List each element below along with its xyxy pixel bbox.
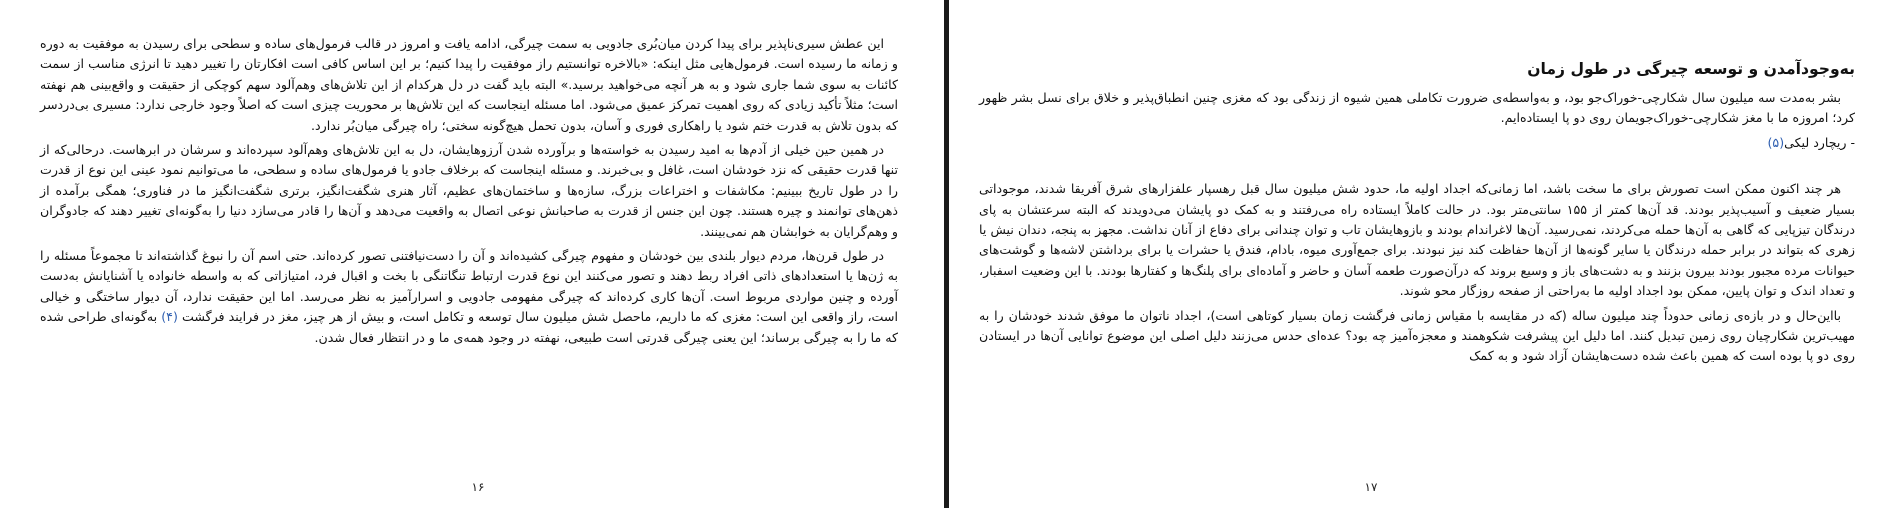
epigraph: بشر به‌مدت سه میلیون سال شکارچی-خوراک‌جو بود، و به‌واسطه‌ی ضرورت تکاملی همین شیوه از زندگی بود که مغزی چنین انطباق‌پذیر و خلاق برای نسل بشر ظهور کرد؛ امروزه ما با مغز شکارچی-خوراک‌جویمان روی دو پا ایستاده‌ایم.	[979, 90, 1855, 126]
reference-link[interactable]: (۴)	[161, 309, 178, 325]
left-page	[0, 0, 944, 508]
reference-link[interactable]: (۵)	[1767, 134, 1785, 150]
paragraph-text: در طول قرن‌ها، مردم دیوار بلندی بین خودشان و مفهوم چیرگی کشیده‌اند و آن را دست‌نیافتنی تصور کرده‌اند. حتی اسم آن را نبوغ گذاشته‌اند تا مجموعاً مسئله را به ژن‌ها یا استعدادهای ذاتی افراد ربط دهند و تصور می‌کنند این نوع قدرت ارتباط تنگاتنگی با بخت و اقبال فرد، امتیازاتی که به واسطه خانواده یا آشنایانش به‌دست آورده و چنین مواردی مربوط است. آن‌ها کاری کرده‌اند که چیرگی مفهومی جادویی و اسرارآمیز به نظر می‌رسد. اما این حقیقت ندارد، آن دیوار ساختگی و خیالی است، راز واقعی این است: مغزی که ما داریم، ماحصل شش میلیون سال توسعه و تکامل است، و بیش از هر چیز، مغز در فرایند فرگشت	[40, 248, 898, 325]
chapter-title: به‌وجودآمدن و توسعه چیرگی در طول زمان	[1527, 60, 1855, 78]
paragraph: این عطش سیری‌ناپذیر برای پیدا کردن میان‌بُری جادویی به سمت چیرگی، ادامه یافت و امروز در قالب فرمول‌های ساده و سطحی برای رسیدن به موفقیت به دوره و زمانه ما رسیده است. فرمول‌هایی مثل اینکه: «بالاخره توانستیم راز موفقیت را پیدا کنیم؛ بر این اساس کافی است افکارتان را تغییر دهید تا انرژی مناسب از سمت کائنات به سوی شما جاری شود و به هر آنچه می‌خواهید برسید.» البته باید گفت در دل هرکدام از این تلاش‌های وهم‌آلود سهم کوچکی از حقیقت و واقع‌بینی هم نهفته است؛ مثلاً تأکید زیادی که روی اهمیت تمرکز عمیق می‌شود. اما مسئله اینجاست که این تلاش‌ها بر محوریت چیزی است که اصلاً وجود خارجی ندارد: مسیری بی‌دردسر که بدون تلاش به قدرت ختم شود یا راهکاری فوری و آسان، بدون تحمل هیچ‌گونه سختی؛ راه چیرگی میان‌بُر ندارد.	[40, 36, 898, 133]
right-page	[949, 0, 1891, 508]
epigraph-attribution	[979, 133, 1855, 153]
paragraph: هر چند اکنون ممکن است تصورش برای ما سخت باشد، اما زمانی‌که اجداد اولیه ما، حدود شش میلیون سال قبل رهسپار علفزارهای شرق آفریقا شدند، موجوداتی بسیار ضعیف و آسیب‌پذیر بودند. قد آن‌ها کمتر از ۱۵۵ سانتی‌متر بود. در حالت کاملاً ایستاده راه می‌رفتند و به کمک دو پایشان می‌دویدند که البته سرعتشان به پای درندگان تیزپایی که گاهی به آن‌ها حمله می‌کردند، نمی‌رسید. آن‌ها لاغراندام بودند و بازوهایشان تاب و توان چندانی برای دفاع از آنان نداشت. مجهز به پنجه، دندان نیش یا زهری که بتواند در برابر حمله درندگان یا سایر گونه‌ها از آن‌ها حفاظت کند نیز نبودند. برای جمع‌آوری میوه، بادام، فندق یا حشرات یا برای برداشتن لاشه‌ها و گوشت‌های حیوانات مرده مجبور بودند بیرون بزنند و به دشت‌های باز و وسیع بروند که درآن‌صورت طعمه آسان و حاضر و آماده‌ای برای پلنگ‌ها و کفتارها بودند. با این وضعیت اسفبار، و تعداد اندک و توان پایین، ممکن بود اجداد اولیه ما به‌راحتی از صفحه روزگار محو شوند.	[979, 181, 1855, 299]
paragraph: در همین حین خیلی از آدم‌ها به امید رسیدن به خواسته‌ها و برآورده شدن آرزوهایشان، دل به این تلاش‌های وهم‌آلود سپرده‌اند و سرشان در ابرهاست. درحالی‌که از تنها قدرت حقیقی که نزد خودشان است، غافل و بی‌خبرند. و مسئله اینجاست که برخلاف جادو یا فرمول‌های ساده و سطحی، ما می‌توانیم نمود عینی این نوع از قدرت را در طول تاریخ ببینیم: مکاشفات و اختراعات بزرگ، سازه‌ها و ساختمان‌های عظیم، آثار هنری شگفت‌انگیز، برتری شگفت‌انگیز ما در فناوری؛ همگی برآمده از ذهن‌های توانمند و چیره هستند. چون این جنس از قدرت به صاحبانش نوعی اتصال به واقعیت می‌دهد و آن‌ها را قادر می‌سازد دنیا را به‌گونه‌ای تغییر دهند که جادوگران و وهم‌گرایان به خوابشان هم نمی‌بینند.	[40, 142, 898, 239]
paragraph: بااین‌حال و در بازه‌ی زمانی حدوداً چند میلیون ساله (که در مقایسه با مقیاس زمانی فرگشت زمان بسیار کوتاهی است)، اجداد ناتوان ما موفق شدند خودشان را به مهیب‌ترین شکارچیان روی زمین تبدیل کنند. اما دلیل این پیشرفت شکوهمند و معجزه‌آمیز چه بود؟ عده‌ای حدس می‌زنند دلیل اصلی این موضوع توانایی آن‌ها در ایستادن روی دو پا بوده است که همین باعث شده دست‌هایشان آزاد شود و به کمک	[979, 307, 1855, 364]
attribution-author: - ریچارد لیکی	[1784, 134, 1855, 150]
right-page-text	[979, 58, 1855, 367]
paragraph-text: به‌گونه‌ای طراحی شده که ما را به چیرگی برساند؛ این یعنی چیرگی قدرتی است طبیعی، نهفته در وجود همه‌ی ما و در انتظار فعال شدن.	[40, 309, 898, 345]
paragraph	[40, 246, 898, 348]
left-page-text	[40, 34, 898, 348]
page-number: ۱۶	[471, 480, 485, 494]
page-number: ۱۷	[1364, 480, 1378, 494]
